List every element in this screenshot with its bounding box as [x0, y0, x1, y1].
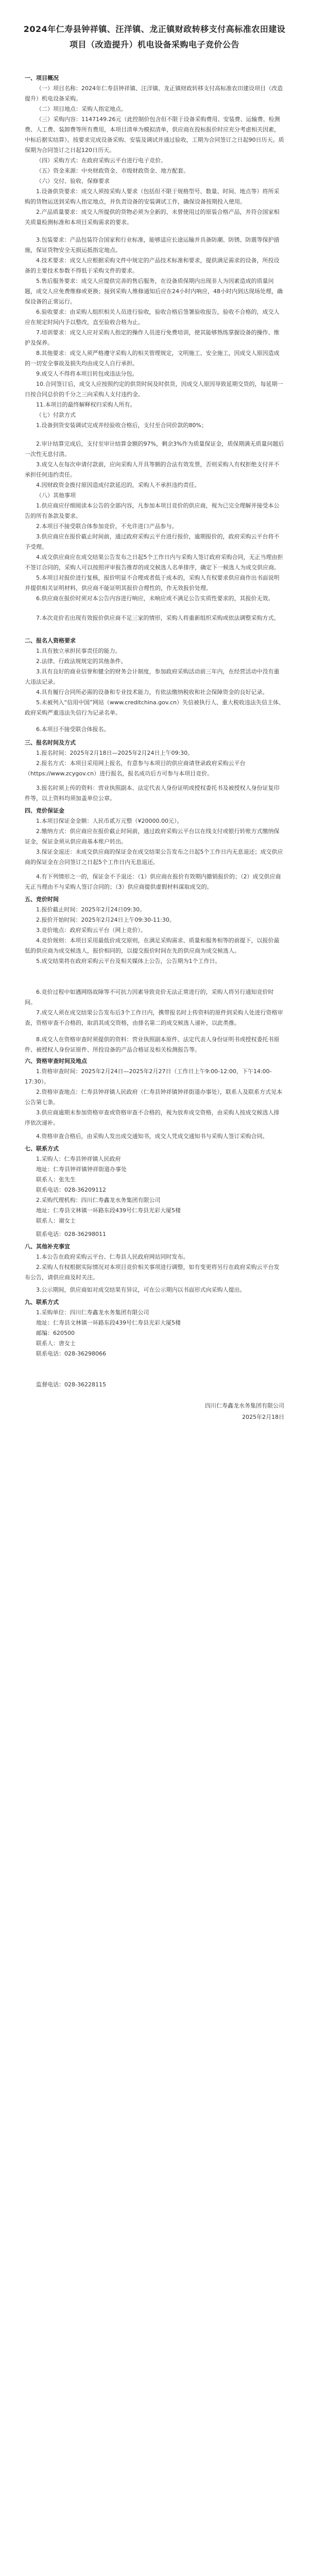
signature-block	[0, 1400, 309, 1423]
paragraph: 1.采购人：仁寿县钟祥镇人民政府	[36, 1156, 121, 1162]
paragraph: 3.包装要求：产品包装符合国家和行业标准，能够适应长途运输并具备防潮、防锈、防震等保护措施，保证货物安全无损运抵指定地点。	[25, 236, 280, 253]
section-heading: 四、竞价保证金	[25, 807, 64, 814]
paragraph: 3.竞价地点：政府采购云平台（网上竞价）。	[36, 927, 146, 934]
paragraph: 3.公示期间，供应商如对成交结果有异议，可在公示期内以书面形式向采购人提出。	[36, 1286, 246, 1293]
paragraph: 4.技术要求：成交人应根据采购文件中规定的产品技术标准和要求，提供满足需求的设备，所投设备的主要技术参数不得低于采购文件的要求。	[25, 257, 280, 274]
paragraph: 地址：仁寿县文林镇一环路东段439号仁寿县光彩大厦5楼	[36, 1319, 181, 1326]
paragraph: 8.其他要求：成交人须严格遵守采购人的相关管理规定，文明施工、安全施工，因成交人原因造成的一切安全事故及损失均由成交人自行承担。	[25, 350, 280, 367]
paragraph: （二）项目地点：采购人指定地点。	[36, 106, 127, 112]
paragraph: （三）采购内容：1147149.26元（此控制价包含但不限于设备采购费用、安装费、运输费、检测费、人工费、装卸费等所有费用，本项目清单为模拟清单，供应商在投标报价时应充分考虑相关因素，中标后据实结算）。按要求完成设备采购、安装及调试并通过验收，工期为合同签订之日起90日历天。质保期为合同签订之日起120日历天。	[25, 116, 284, 154]
section-heading: 五、竞价时间	[25, 896, 59, 903]
paragraph: 1.本公告在政府采购云平台、仁寿县人民政府网站同时发布。	[36, 1253, 189, 1260]
paragraph: 1.采购单位：四川仁寿鑫龙水务集团有限公司	[36, 1309, 149, 1316]
section-heading: 一、项目概况	[25, 75, 59, 81]
paragraph: 联系电话：028-36298011	[36, 1231, 106, 1238]
paragraph: 联系人：张先生	[36, 1176, 76, 1183]
paragraph: 1.具有独立承担民事责任的能力。	[36, 648, 121, 654]
paragraph: 5.售后服务要求：成交人应提供完善的售后服务，在设备质保期内出现非人为因素造成的质量问题，成交人应免费维修或更换；接到采购人维修通知后应在24小时内响应，48小时内到达现场处理，确保设备的正常运行。	[25, 278, 283, 305]
signature-date: 2025年2月18日	[242, 1414, 284, 1420]
paragraph: 地址：仁寿县钟祥镇钟祥街道办事处	[36, 1166, 127, 1173]
paragraph: 7.培训要求：成交人应对采购人指定的操作人员进行免费培训，使其能够熟练掌握设备的操作、维护及保养。	[25, 329, 280, 346]
document-title: 2024年仁寿县钟祥镇、汪洋镇、龙正镇财政转移支付高标准农田建设项目（改造提升）机电设备采购电子竞价公告	[23, 24, 286, 49]
paragraph: （八）其他事项	[36, 492, 76, 499]
paragraph: 4.资格审查合格后，由采购人发出成交通知书，成交人凭成交通知书与采购人签订采购合同。	[36, 1133, 268, 1140]
paragraph: 4.具有履行合同所必需的设备和专业技术能力，有依法缴纳税收和社会保障资金的良好记录。	[36, 689, 268, 696]
paragraph: 3.供应商应在报价截止时间前，通过政府采购云平台进行报价，逾期报价的，政府采购云平台将不予受理。	[25, 533, 280, 550]
paragraph: 2.审计结算完成后，支付至审计结算金额的97%，剩余3%作为质量保证金，质保期满无质量问题后一次性无息付清。	[25, 440, 284, 457]
paragraph: 6.验收要求：由采购人组织相关人员进行验收，验收合格后签署验收报告，验收不合格的，成交人应在规定时间内予以整改，直至验收合格为止。	[25, 309, 280, 326]
paragraph: 2.报名方式：本项目采用网上报名，有意参与本项目的供应商请登录政府采购云平台（https://www.zcygov.cn）进行报名，报名成功后方可参与本项目竞价。	[25, 760, 246, 777]
paragraph: 3.报名时须上传的资料：营业执照副本、法定代表人身份证明或授权委托书及被授权人身份证复印件等，以上资料均须加盖单位公章。	[25, 785, 280, 802]
paragraph: 3.供应商逾期未参加资格审查或资格审查不合格的，视为放弃成交资格，由采购人按成交候选人排序依次递补。	[25, 1109, 280, 1126]
paragraph: 1.设备供货要求：成交人须按采购人要求（包括但不限于规格型号、数量、时间、地点等）将所采购的货物运送到采购人指定地点，并负责设备的安装调试工作，确保设备按期投入使用。	[25, 188, 280, 205]
section-heading: 七、联系方式	[25, 1145, 59, 1152]
paragraph: 联系电话：028-36209112	[36, 1187, 106, 1193]
section-heading: 八、其他补充事宜	[25, 1243, 70, 1250]
signature-org: 四川仁寿鑫龙水务集团有限公司	[205, 1402, 284, 1409]
paragraph: 4.竞价规则：本项目采用最低价成交原则，在满足采购需求、质量和服务相等的前提下，以报价最低的供应商为成交候选人，报价相同的，以提交报价时间在先的供应商为成交候选人。	[25, 937, 280, 954]
paragraph: 8.成交人在资格审查时须提供的资料：营业执照副本原件、法定代表人身份证明书或授权委托书原件、被授权人身份证原件、所投设备的产品合格证及相关检测报告等。	[25, 1036, 280, 1053]
paragraph: 联系电话：028-36298066	[36, 1350, 106, 1357]
document-body	[0, 73, 309, 1390]
paragraph: 2.缴纳方式：供应商应在报价截止时间前，通过政府采购云平台以在线支付或银行转账方式缴纳保证金，保证金须从供应商基本账户转出。	[25, 828, 280, 845]
section-heading: 六、资格审查时间及地点	[25, 1058, 87, 1064]
announcement-document	[0, 22, 309, 2576]
paragraph: 邮编：620500	[36, 1330, 75, 1336]
section-heading: 二、报名人资格要求	[25, 637, 76, 644]
paragraph: 1.供应商应仔细阅读本公告的全部内容，凡参加本项目竞价的供应商，视为已完全理解并接受本公告的所有条款及要求。	[25, 502, 280, 519]
paragraph: （五）资金来源：中央财政资金、市级财政资金、地方配套。	[36, 167, 189, 174]
section-heading: 九、联系方式	[25, 1299, 59, 1306]
paragraph: 1.本项目保证金金额：人民币贰万元整（¥20000.00元）。	[36, 818, 183, 824]
paragraph: （一）项目名称：2024年仁寿县钟祥镇、汪洋镇、龙正镇财政转移支付高标准农田建设项目（改造提升）机电设备采购。	[25, 85, 283, 102]
paragraph: 6.竞价过程中如遇网络故障等不可抗力因素导致竞价无法正常进行的，采购人将另行通知竞价时间。	[25, 989, 274, 1006]
paragraph: 联系人：唐女士	[36, 1340, 76, 1347]
paragraph: 9.成交人不得将本项目转包或违法分包。	[36, 370, 138, 377]
paragraph: 6.供应商在报价时须对本公告内容进行响应，未响应或不满足公告实质性要求的，其报价无效。	[36, 595, 274, 602]
paragraph: 监督电话：028-36228115	[36, 1381, 106, 1388]
paragraph: 2.法律、行政法规规定的其他条件。	[36, 658, 127, 665]
paragraph: 6.本项目不接受联合体报名。	[36, 726, 110, 733]
paragraph: 4.有下列情形之一的，保证金不予退还：（1）供应商在报价有效期内撤销报价的；（2）成交供应商无正当理由不与采购人签订合同的；（3）供应商提供虚假材料谋取成交的。	[25, 873, 281, 890]
paragraph: 1.资格审查时间：2025年2月24日—2025年2月27日（工作日上午9:00-12:00，下午14:00-17:30）。	[25, 1068, 272, 1085]
paragraph: 3.保证金退还：未成交供应商的保证金在成交结果公告发布之日起5个工作日内无息退还；成交供应商的保证金在合同签订之日起5个工作日内无息退还。	[25, 849, 283, 866]
paragraph: 1.设备到货安装调试完成并经验收合格后，支付至合同价款的80%；	[36, 422, 207, 429]
paragraph: 1.报价截止时间：2025年2月24日09:30。	[36, 906, 146, 913]
paragraph: 2.报价开始时间：2025年2月24日上午09:30-11:30。	[36, 917, 175, 923]
paragraph: 2.资格审查地点：仁寿县钟祥镇人民政府（仁寿县钟祥镇钟祥街道办事处），联系人及联系方式见本公告第七条。	[25, 1089, 282, 1106]
paragraph: 10.合同签订后，成交人应按照约定的供货时间及时供货，因成交人原因导致延期交货的，每延期一日按合同总价的千分之三向采购人支付违约金。	[25, 381, 283, 398]
paragraph: 2.本项目不接受联合体参加竞价，不允许进口产品参与。	[36, 523, 178, 530]
paragraph: 2.采购人有权根据实际情况对本项目竞价相关事项进行调整，如有变更将另行在政府采购云平台发布公告，请供应商及时关注。	[25, 1264, 280, 1281]
paragraph: 11.本项目的最终解释权归采购人所有。	[36, 401, 136, 408]
paragraph: 4.成交供应商应在成交结果公告发布之日起5个工作日内与采购人签订政府采购合同，无正当理由拒不签订合同的，采购人可以按照评审报告推荐的成交候选人名单排序，确定下一候选人为成交供应商。	[25, 554, 283, 571]
paragraph: 地址：仁寿县文林镇一环路东段439号仁寿县光彩大厦5楼	[36, 1207, 181, 1214]
paragraph: 5.未被列入“信用中国”网站（www.creditchina.gov.cn）失信被执行人、重大税收违法失信主体、政府采购严重违法失信行为记录名单。	[25, 699, 284, 716]
section-heading: 三、报名时间及方式	[25, 739, 76, 746]
paragraph: 4.因财政资金拨付原因造成付款延迟的，采购人不承担违约责任。	[36, 482, 200, 488]
paragraph: （四）采购方式：在政府采购云平台进行电子竞价。	[36, 157, 166, 164]
paragraph: 7.成交人须在成交结果公告发布后3个工作日内，携带报名时上传资料的原件到采购人处进行资格审查，资格审查不合格的，取消其成交资格，由排名第二的成交候选人递补，以此类推。	[25, 1009, 283, 1026]
paragraph: 2.产品质量要求：成交人所提供的货物必须为全新的、未曾使用过的原装合格产品，并符合国家相关质量检测标准和本项目采购需求的要求。	[25, 209, 280, 226]
paragraph: 5.本项目对报价进行复核，报价明显不合理或者低于成本的，采购人有权要求供应商作出书面说明并提供相关证明材料，供应商不能证明其报价合理性的，作无效报价处理。	[25, 574, 280, 591]
paragraph: 联系人：谢女士	[36, 1217, 76, 1224]
paragraph: 3.具有良好的商业信誉和健全的财务会计制度，参加政府采购活动前三年内，在经营活动中没有重大违法记录。	[25, 668, 280, 685]
paragraph: 3.成交人在每次申请付款前，应向采购人开具等额的合法有效发票，否则采购人有权拒绝支付并不承担任何违约责任。	[25, 461, 280, 478]
paragraph: 5.成交结果将在政府采购云平台及相关媒体上公告，公告期为1个工作日。	[36, 958, 221, 964]
paragraph: 1.报名时间：2025年2月18日—2025年2月24日上午09:30。	[36, 750, 194, 756]
paragraph: （六）交付、验收、保修要求	[36, 178, 110, 184]
paragraph: （七）付款方式	[36, 412, 76, 418]
paragraph: 7.本次竞价若出现有效报价供应商不足三家的情形，采购人将重新组织采购或依法调整采购方式。	[36, 615, 280, 621]
paragraph: 2.采购代理机构：四川仁寿鑫龙水务集团有限公司	[36, 1197, 161, 1204]
